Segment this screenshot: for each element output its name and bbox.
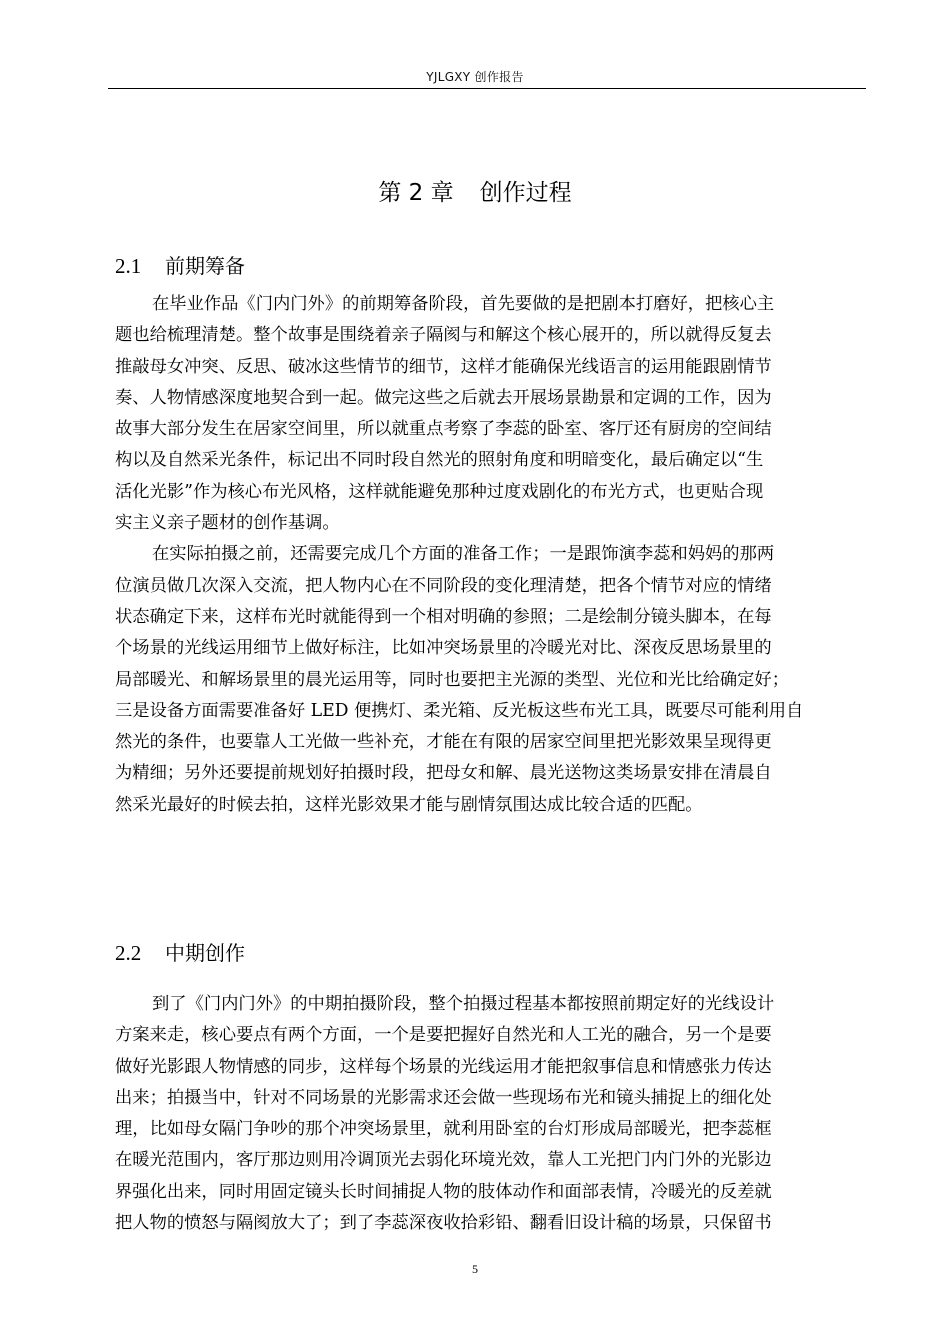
paragraph-line: 理，比如母女隔门争吵的那个冲突场景里，就利用卧室的台灯形成局部暖光，把李蕊框 <box>115 1119 772 1140</box>
paragraph-line: 状态确定下来，这样布光时就能得到一个相对明确的参照；二是绘制分镜头脚本，在每 <box>115 606 772 627</box>
paragraph-line: 题也给梳理清楚。整个故事是围绕着亲子隔阂与和解这个核心展开的，所以就得反复去 <box>115 325 772 346</box>
section-number: 2.2 <box>115 941 142 965</box>
paragraph-line: 三是设备方面需要准备好 LED 便携灯、柔光箱、反光板这些布光工具，既要尽可能利用自 <box>115 700 804 721</box>
paragraph-line: 故事大部分发生在居家空间里，所以就重点考察了李蕊的卧室、客厅还有厨房的空间结 <box>115 419 772 440</box>
paragraph-line: 活化光影”作为核心布光风格，这样就能避免那种过度戏剧化的布光方式，也更贴合现 <box>115 481 764 502</box>
section-heading <box>115 937 245 966</box>
paragraph-line: 在毕业作品《门内门外》的前期筹备阶段，首先要做的是把剧本打磨好，把核心主 <box>152 294 775 314</box>
paragraph-line: 局部暖光、和解场景里的晨光运用等，同时也要把主光源的类型、光位和光比给确定好； <box>115 669 789 690</box>
paragraph-line: 位演员做几次深入交流，把人物内心在不同阶段的变化理清楚，把各个情节对应的情绪 <box>115 575 772 596</box>
paragraph-line: 在实际拍摄之前，还需要完成几个方面的准备工作；一是跟饰演李蕊和妈妈的那两 <box>152 544 775 565</box>
section-number: 2.1 <box>115 254 142 278</box>
section-title: 前期筹备 <box>165 254 245 278</box>
paragraph <box>115 289 803 821</box>
chapter-title <box>0 174 950 207</box>
section-heading <box>115 250 245 279</box>
paragraph-line: 到了《门内门外》的中期拍摄阶段，整个拍摄过程基本都按照前期定好的光线设计 <box>152 994 775 1014</box>
page-number: 5 <box>472 1262 478 1276</box>
chapter-name: 创作过程 <box>479 180 572 206</box>
paragraph-line: 为精细；另外还要提前规划好拍摄时段，把母女和解、晨光送物这类场景安排在清晨自 <box>115 763 772 784</box>
page-header: YJLGXY 创作报告 <box>426 70 524 84</box>
paragraph-line: 构以及自然采光条件，标记出不同时段自然光的照射角度和明暗变化，最后确定以“生 <box>115 450 764 471</box>
paragraph-line: 把人物的愤怒与隔阂放大了；到了李蕊深夜收拾彩铅、翻看旧设计稿的场景，只保留书 <box>115 1213 772 1234</box>
chapter-number: 第 2 章 <box>378 180 454 206</box>
paragraph-line: 实主义亲子题材的创作基调。 <box>115 513 340 534</box>
paragraph-line: 做好光影跟人物情感的同步，这样每个场景的光线运用才能把叙事信息和情感张力传达 <box>115 1056 772 1077</box>
paragraph-line: 在暖光范围内，客厅那边则用冷调顶光去弱化环境光效，靠人工光把门内门外的光影边 <box>115 1150 772 1171</box>
paragraph-line: 奏、人物情感深度地契合到一起。做完这些之后就去开展场景勘景和定调的工作，因为 <box>115 387 772 408</box>
paragraph-line: 然光的条件，也要靠人工光做一些补充，才能在有限的居家空间里把光影效果呈现得更 <box>115 732 772 753</box>
paragraph-line: 出来；拍摄当中，针对不同场景的光影需求还会做一些现场布光和镜头捕捉上的细化处 <box>115 1087 772 1108</box>
paragraph <box>115 989 774 1239</box>
paragraph-line: 个场景的光线运用细节上做好标注，比如冲突场景里的冷暖光对比、深夜反思场景里的 <box>115 638 772 659</box>
section-title: 中期创作 <box>165 941 245 965</box>
paragraph-line: 界强化出来，同时用固定镜头长时间捕捉人物的肢体动作和面部表情，冷暖光的反差就 <box>115 1181 772 1202</box>
paragraph-line: 推敲母女冲突、反思、破冰这些情节的细节，这样才能确保光线语言的运用能跟剧情节 <box>115 356 772 377</box>
paragraph-line: 方案来走，核心要点有两个方面，一个是要把握好自然光和人工光的融合，另一个是要 <box>115 1025 772 1046</box>
paragraph-line: 然采光最好的时候去拍，这样光影效果才能与剧情氛围达成比较合适的匹配。 <box>115 794 703 815</box>
header-rule <box>108 88 866 89</box>
